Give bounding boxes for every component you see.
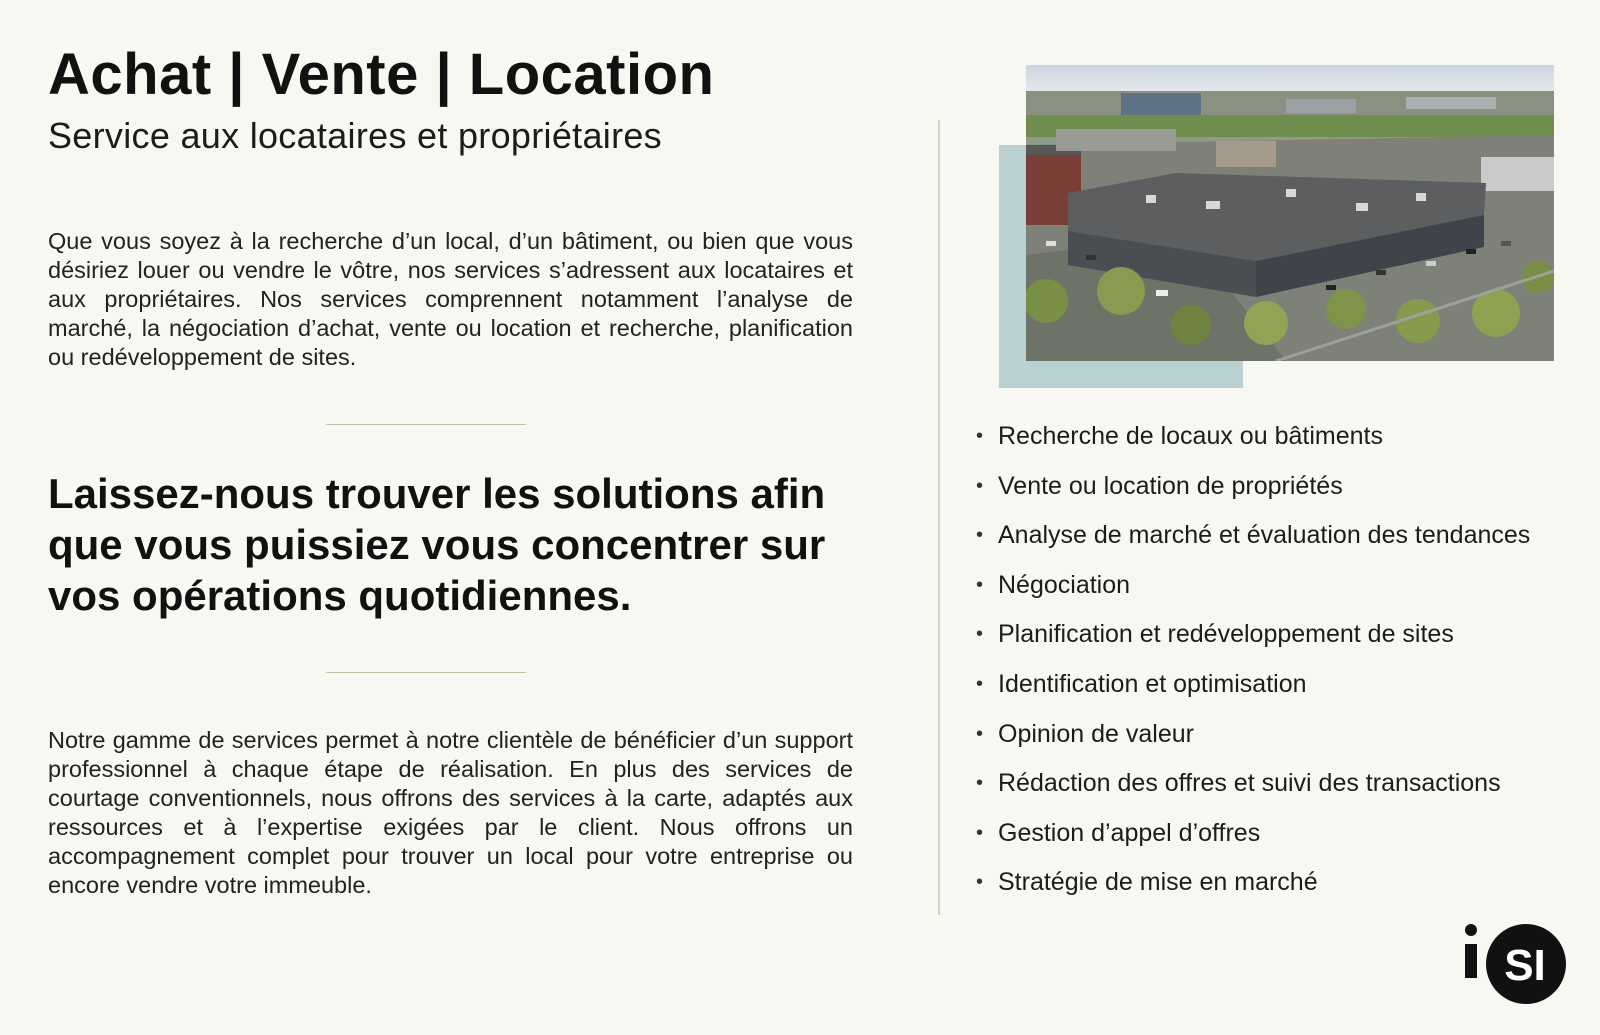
separator-top xyxy=(326,424,526,425)
service-label: Négociation xyxy=(998,570,1131,599)
intro-paragraph: Que vous soyez à la recherche d’un local, d’un bâtiment, ou bien que vous désiriez louer ou vendre le vôtre, nos services s’adressent aux locataires et aux propriétaires. Nos services comprennent notamment l’analyse de marché, la négociation d’achat, vente ou location et recherche, planification ou redéveloppement de sites. xyxy=(48,228,853,370)
list-item xyxy=(976,858,1530,908)
aerial-photo xyxy=(1026,65,1554,361)
bullet-icon: • xyxy=(976,474,984,497)
list-item xyxy=(976,610,1530,660)
column-divider xyxy=(938,120,940,915)
page-subtitle: Service aux locataires et propriétaires xyxy=(48,115,662,156)
list-item xyxy=(976,710,1530,760)
service-label: Vente ou location de propriétés xyxy=(998,471,1343,500)
list-item xyxy=(976,809,1530,859)
bullet-icon: • xyxy=(976,573,984,596)
page-title: Achat | Vente | Location xyxy=(48,42,715,107)
isi-logo-icon xyxy=(1462,922,1566,1006)
bullet-icon: • xyxy=(976,425,984,447)
service-label: Opinion de valeur xyxy=(998,719,1194,748)
photo-block xyxy=(999,65,1554,388)
list-item xyxy=(976,462,1530,512)
services-list xyxy=(976,412,1530,908)
separator-bottom xyxy=(326,672,526,673)
list-item xyxy=(976,660,1530,710)
headline: Laissez-nous trouver les solutions afin que vous puissiez vous concentrer sur vos opérations quotidiennes. xyxy=(48,470,826,619)
bullet-icon: • xyxy=(976,722,984,745)
list-item xyxy=(976,759,1530,809)
list-item xyxy=(976,412,1530,462)
service-label: Planification et redéveloppement de sites xyxy=(998,620,1454,649)
logo-text: SI xyxy=(1504,941,1546,990)
details-paragraph: Notre gamme de services permet à notre clientèle de bénéficier d’un support professionnel à chaque étape de réalisation. En plus des services de courtage conventionnels, nous offrons des services à la carte, adaptés aux ressources et à l’expertise exigées par le client. Nous offrons un accompagnement complet pour trouver un local pour votre entreprise ou encore vendre votre immeuble. xyxy=(48,727,853,898)
service-label: Recherche de locaux ou bâtiments xyxy=(998,422,1383,450)
bullet-icon: • xyxy=(976,772,984,795)
bullet-icon: • xyxy=(976,821,984,844)
service-label: Identification et optimisation xyxy=(998,669,1307,698)
service-label: Stratégie de mise en marché xyxy=(998,868,1318,897)
list-item xyxy=(976,511,1530,561)
service-label: Rédaction des offres et suivi des transactions xyxy=(998,769,1501,798)
service-label: Gestion d’appel d’offres xyxy=(998,818,1261,847)
list-item xyxy=(976,561,1530,611)
bullet-icon: • xyxy=(976,672,984,695)
bullet-icon: • xyxy=(976,524,984,547)
bullet-icon: • xyxy=(976,871,984,894)
bullet-icon: • xyxy=(976,623,984,646)
service-label: Analyse de marché et évaluation des tendances xyxy=(998,521,1531,550)
left-column xyxy=(48,40,853,898)
